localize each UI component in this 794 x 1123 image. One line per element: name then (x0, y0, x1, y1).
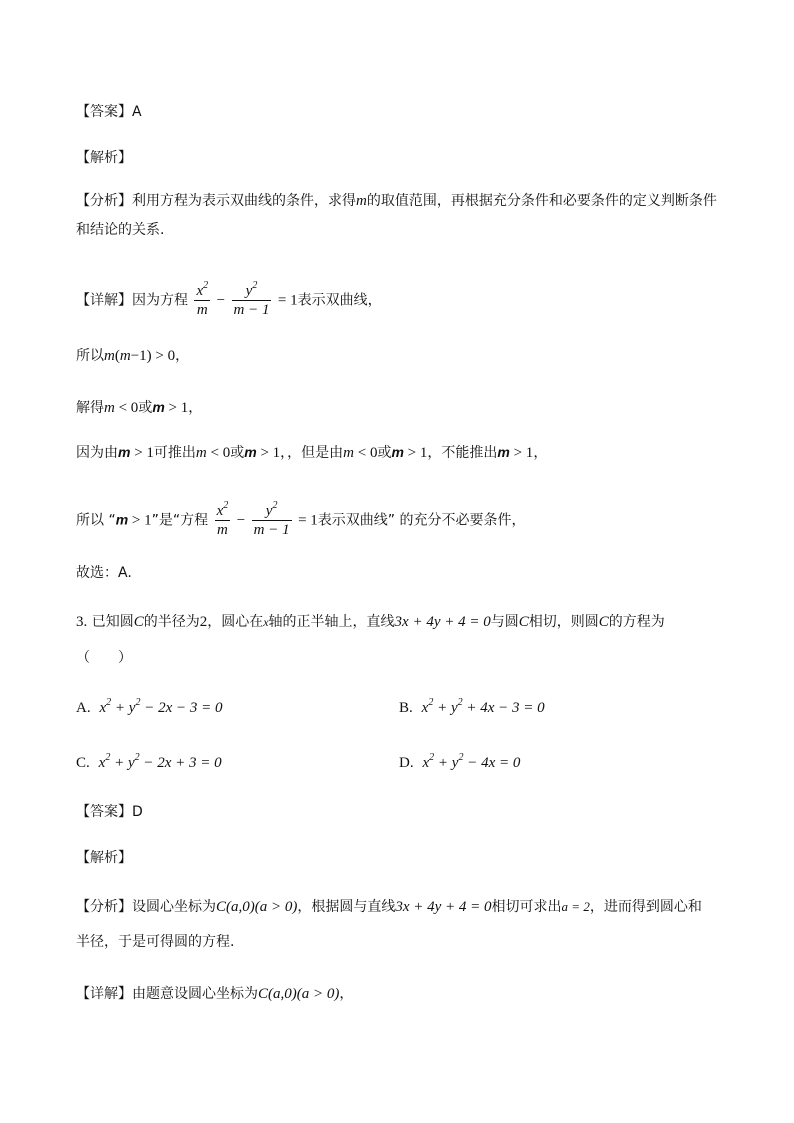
fenxi-label: 【分析】 (76, 193, 132, 209)
step-line-4: 所以 “m > 1”是“方程 $\frac{x^2}{m}$ − $\frac{y^2}{m - 1}$ = 1表示双曲线” 的充分不必要条件， (76, 500, 526, 538)
equation-rhs: = 1 (298, 512, 318, 529)
fraction: $\frac{y^2}{m - 1}$ (253, 500, 290, 538)
fenxi-line-1 (76, 191, 717, 211)
option-a[interactable]: A. $x^2 + y^2 - 2x - 3 = 0$ (76, 697, 223, 716)
step-text: 解得 (76, 400, 104, 416)
step-text: 表示双曲线” 的充分不必要条件， (317, 512, 526, 529)
fenxi-text: ，根据圆与直线 (297, 899, 396, 915)
step-text: ，，但是由 (280, 445, 344, 461)
xiangjie-text: ， (339, 986, 354, 1002)
choose-line-1 (76, 563, 132, 583)
equation-rhs: = 1 (277, 292, 298, 309)
answer-line-2 (76, 802, 143, 822)
step-text: 所以 “ (76, 512, 116, 529)
step-text: 或 (377, 445, 392, 461)
xiangjie-label: 【详解】 (76, 986, 132, 1002)
question-3-line-1: 3. 已知圆C的半径为2，圆心在x轴的正半轴上，直线3x + 4y + 4 = 0与圆C相切，则圆C的方程为 (76, 614, 665, 630)
option-letter: D. (399, 755, 414, 771)
question-text: 轴的正半轴上，直线 (268, 614, 395, 630)
question-text: 与圆 (490, 614, 519, 630)
analysis-heading-1 (76, 148, 132, 168)
step-text: 或 (230, 445, 245, 461)
question-3-line-2 (76, 648, 132, 668)
xiangjie-text: 由题意设圆心坐标为 (132, 986, 258, 1002)
step-text: ”是“方程 (151, 512, 209, 529)
fenxi-text: 的取值范围，再根据充分条件和必要条件的定义判断条件 (366, 193, 717, 209)
fenxi-text: ，进而得到圆心和 (589, 899, 702, 915)
analysis-label: 【解析】 (76, 150, 132, 166)
question-number: 3. (76, 614, 88, 630)
step-text: 所以 (76, 348, 104, 364)
fraction: $\frac{x^2}{m}$ (196, 280, 209, 318)
question-text: 的半径为 (143, 614, 200, 630)
analysis-label: 【解析】 (76, 850, 132, 866)
xiangjie-text: 表示双曲线， (297, 292, 382, 309)
xiangjie-line-1: 【详解】因为方程 $\frac{x^2}{m}$ − $\frac{y^2}{m - 1}$ = 1表示双曲线， (76, 280, 382, 318)
answer-value: D (132, 804, 143, 820)
question-text: 的方程为 (608, 614, 665, 630)
fenxi-text: 设圆心坐标为 (132, 899, 216, 915)
fenxi-text: 利用方程为表示双曲线的条件，求得 (132, 193, 356, 209)
step-text: ，不能推出 (427, 445, 498, 461)
option-c[interactable]: C. $x^2 + y^2 - 2x + 3 = 0$ (76, 752, 222, 771)
fenxi-line-2 (76, 220, 164, 240)
answer-value: A (132, 104, 142, 120)
choose-text: 故选：A. (76, 565, 132, 581)
xiangjie-text: 因为方程 (132, 292, 188, 309)
math-var: m (356, 193, 367, 209)
fraction: $\frac{y^2}{m - 1}$ (233, 280, 270, 318)
fenxi-line-4 (76, 932, 234, 952)
radius-value: 2 (199, 614, 208, 630)
fenxi-text: 半径，于是可得圆的方程. (76, 934, 235, 950)
option-letter: B. (399, 700, 413, 716)
step-text: ， (175, 348, 190, 364)
answer-label: 【答案】 (76, 804, 132, 820)
fenxi-text: 和结论的关系. (76, 222, 165, 238)
option-letter: A. (76, 700, 91, 716)
question-text: 已知圆 (91, 614, 134, 630)
step-text: 因为由 (76, 445, 118, 461)
answer-paren: （ ） (76, 650, 132, 666)
fraction: $\frac{x^2}{m}$ (216, 500, 229, 538)
option-letter: C. (76, 755, 90, 771)
fenxi-label: 【分析】 (76, 899, 132, 915)
step-text: ， (188, 400, 203, 416)
xiangjie-line-2: 【详解】由题意设圆心坐标为C(a,0)(a > 0)， (76, 986, 354, 1002)
fenxi-line-3: 【分析】设圆心坐标为C(a,0)(a > 0)，根据圆与直线3x + 4y + 4 = 0相切可求出a = 2，进而得到圆心和 (76, 899, 702, 915)
step-text: ， (533, 445, 548, 461)
answer-label: 【答案】 (76, 104, 132, 120)
analysis-heading-2 (76, 848, 132, 868)
answer-line-1 (76, 102, 142, 122)
option-d[interactable]: D. $x^2 + y^2 - 4x = 0$ (399, 752, 521, 771)
step-line-2: 解得m < 0或m > 1， (76, 399, 203, 416)
fenxi-text: 相切可求出 (491, 899, 562, 915)
step-text: 可推出 (153, 445, 196, 461)
step-text: 或 (138, 400, 153, 416)
xiangjie-label: 【详解】 (76, 292, 132, 309)
option-b[interactable]: B. $x^2 + y^2 + 4x - 3 = 0$ (399, 697, 545, 716)
step-line-1: 所以m(m−1) > 0， (76, 348, 190, 364)
question-text: ，圆心在 (207, 614, 264, 630)
question-text: 相切，则圆 (528, 614, 599, 630)
step-line-3: 因为由m > 1可推出m < 0或m > 1，，但是由m < 0或m > 1，不能推出m > 1， (76, 444, 548, 461)
